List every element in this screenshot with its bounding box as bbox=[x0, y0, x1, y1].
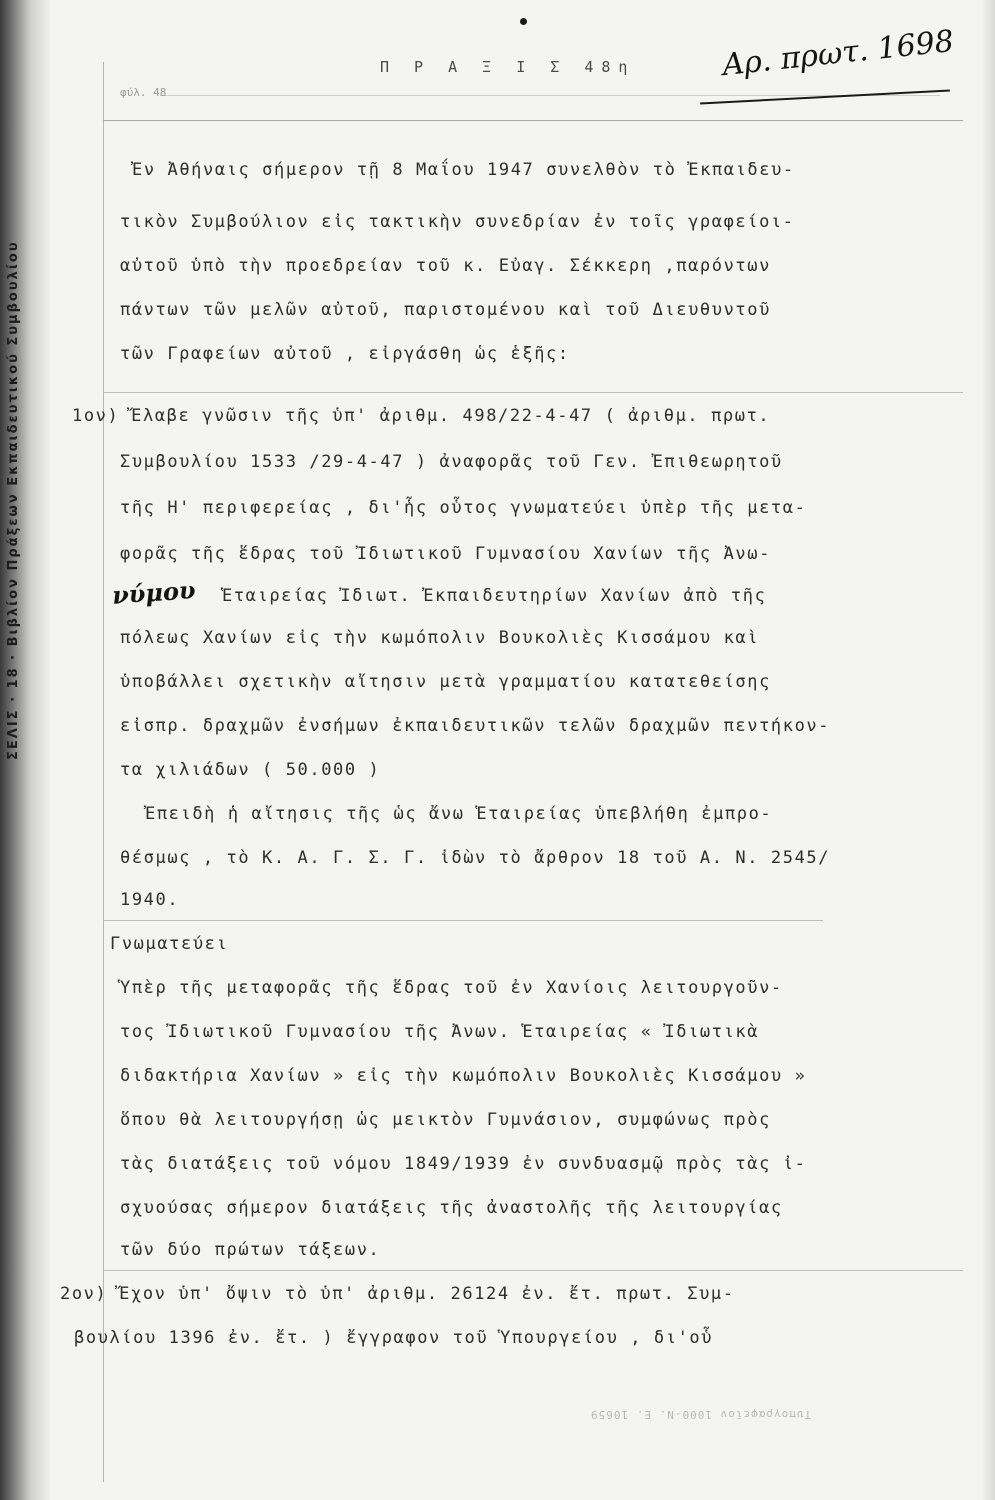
handwritten-protocol-number: Αρ. πρωτ. 1698 bbox=[720, 23, 956, 84]
header-rule bbox=[103, 120, 963, 121]
text-line: εἰσπρ. δραχμῶν ἐνσήμων ἐκπαιδευτικῶν τελῶν δραχμῶν πεντήκον- bbox=[120, 716, 831, 736]
section-rule bbox=[103, 920, 823, 921]
sheet-number: φύλ. 48 bbox=[120, 86, 167, 99]
text-line: πόλεως Χανίων εἰς τὴν κωμόπολιν Βουκολιὲς Κισσάμου καὶ bbox=[120, 628, 760, 648]
text-line: 1ον) Ἔλαβε γνῶσιν τῆς ὑπ' ἀριθμ. 498/22-4-47 ( ἀριθμ. πρωτ. bbox=[72, 406, 771, 426]
margin-rule bbox=[103, 62, 104, 1482]
text-line: βουλίου 1396 ἐν. ἔτ. ) ἔγγραφον τοῦ Ὑπουργείου , δι'οὗ bbox=[74, 1328, 714, 1348]
section-rule bbox=[103, 392, 963, 393]
text-line: τῶν Γραφείων αὐτοῦ , εἰργάσθη ὡς ἑξῆς: bbox=[120, 344, 570, 364]
margin-text: ΣΕΛΙΣ · 18 · Βιβλίον Πράξεων Εκπαιδευτικού Συμβουλίου bbox=[6, 240, 21, 760]
text-line: Ἑταιρείας Ἰδιωτ. Ἐκπαιδευτηρίων Χανίων ἀπὸ τῆς bbox=[222, 586, 767, 606]
text-line: τα χιλιάδων ( 50.000 ) bbox=[120, 760, 381, 780]
page-title: Π Ρ Α Ξ Ι Σ 48η bbox=[380, 58, 636, 76]
text-line: θέσμως , τὸ Κ. Α. Γ. Σ. Γ. ἰδὼν τὸ ἄρθρον 18 τοῦ Α. Ν. 2545/ bbox=[120, 848, 831, 868]
text-line: Ἐπειδὴ ἡ αἴτησις τῆς ὡς ἄνω Ἑταιρείας ὑπεβλήθη ἐμπρο- bbox=[145, 804, 773, 824]
text-line: Συμβουλίου 1533 /29-4-47 ) ἀναφορᾶς τοῦ Γεν. Ἐπιθεωρητοῦ bbox=[120, 452, 783, 472]
text-line: Ἐν Ἀθήναις σήμερον τῇ 8 Μαΐου 1947 συνελθὸν τὸ Ἐκπαιδευ- bbox=[132, 160, 795, 180]
text-line: διδακτήρια Χανίων » εἰς τὴν κωμόπολιν Βουκολιὲς Κισσάμου » bbox=[120, 1066, 807, 1086]
section-rule bbox=[103, 1270, 963, 1271]
printer-stamp: Τυπογραφεῖον 1000-Ν. Ε. 10659 bbox=[590, 1408, 812, 1421]
text-line: αὐτοῦ ὑπὸ τὴν προεδρείαν τοῦ κ. Εὐαγ. Σέκκερη ,παρόντων bbox=[120, 256, 771, 276]
text-line: φορᾶς τῆς ἕδρας τοῦ Ἰδιωτικοῦ Γυμνασίου Χανίων τῆς Ἀνω- bbox=[120, 544, 771, 564]
handwritten-underline bbox=[700, 89, 950, 104]
text-line: Γνωματεύει bbox=[110, 934, 229, 954]
text-line: τῶν δύο πρώτων τάξεων. bbox=[120, 1240, 381, 1260]
text-line: τικὸν Συμβούλιον εἰς τακτικὴν συνεδρίαν ἐν τοῖς γραφείοι- bbox=[120, 212, 795, 232]
text-line: Ὑπὲρ τῆς μεταφορᾶς τῆς ἕδρας τοῦ ἐν Χανίοις λειτουργοῦν- bbox=[120, 978, 783, 998]
text-line: τῆς Η' περιφερείας , δι'ἧς οὗτος γνωματεύει ὑπὲρ τῆς μετα- bbox=[120, 498, 807, 518]
handwritten-insertion: νύμου bbox=[111, 575, 197, 610]
text-line: σχυούσας σήμερον διατάξεις τῆς ἀναστολῆς τῆς λειτουργίας bbox=[120, 1198, 783, 1218]
text-line: τὰς διατάξεις τοῦ νόμου 1849/1939 ἐν συνδυασμῷ πρὸς τὰς ἰ- bbox=[120, 1154, 807, 1174]
text-line: πάντων τῶν μελῶν αὐτοῦ, παριστομένου καὶ τοῦ Διευθυντοῦ bbox=[120, 300, 771, 320]
text-line: 2ον) Ἔχον ὑπ' ὄψιν τὸ ὑπ' ἀριθμ. 26124 ἐν. ἔτ. πρωτ. Συμ- bbox=[60, 1284, 735, 1304]
text-line: ὅπου θὰ λειτουργήσῃ ὡς μεικτὸν Γυμνάσιον, συμφώνως πρὸς bbox=[120, 1110, 771, 1130]
punch-hole-mark bbox=[520, 18, 527, 25]
page-right-edge bbox=[981, 0, 995, 1500]
text-line: τος Ἰδιωτικοῦ Γυμνασίου τῆς Ἀνων. Ἑταιρείας « Ἰδιωτικὰ bbox=[120, 1022, 760, 1042]
text-line: 1940. bbox=[120, 890, 180, 910]
text-line: ὑποβάλλει σχετικὴν αἴτησιν μετὰ γραμματίου κατατεθείσης bbox=[120, 672, 771, 692]
